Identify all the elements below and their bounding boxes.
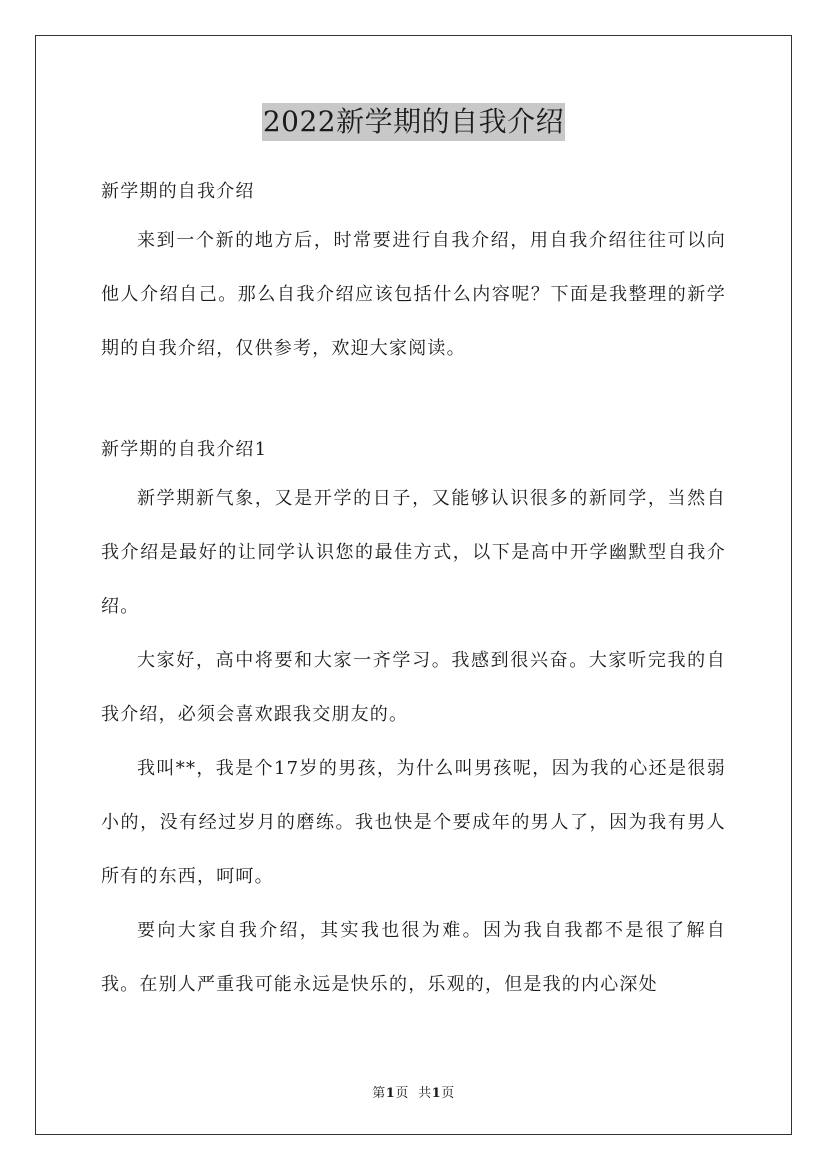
page-footer (0, 1082, 827, 1101)
intro-heading: 新学期的自我介绍 (101, 181, 255, 202)
footer-total-pages: 1 (431, 1086, 442, 1101)
footer-total-unit: 页 (441, 1086, 455, 1101)
footer-total-prefix: 共 (418, 1086, 432, 1101)
section1-paragraph-4: 要向大家自我介绍，其实我也很为难。因为我自我都不是很了解自我。在别人严重我可能永远是快乐的，乐观的，但是我的内心深处 (101, 920, 726, 995)
section1-paragraph-1: 新学期新气象，又是开学的日子，又能够认识很多的新同学，当然自我介绍是最好的让同学认识您的最佳方式，以下是高中开学幽默型自我介绍。 (101, 488, 726, 617)
section1-paragraph-2: 大家好，高中将要和大家一齐学习。我感到很兴奋。大家听完我的自我介绍，必须会喜欢跟我交朋友的。 (101, 650, 726, 725)
section1-paragraph-3: 我叫**，我是个17岁的男孩，为什么叫男孩呢，因为我的心还是很弱小的，没有经过岁月的磨练。我也快是个要成年的男人了，因为我有男人所有的东西，呵呵。 (101, 758, 726, 887)
section1-heading: 新学期的自我介绍1 (101, 439, 268, 460)
title-container (0, 103, 827, 141)
footer-prefix: 第 (372, 1086, 386, 1101)
footer-page-number: 1 (385, 1086, 396, 1101)
footer-page-unit: 页 (395, 1086, 409, 1101)
blank-line (101, 376, 726, 428)
intro-paragraph: 来到一个新的地方后，时常要进行自我介绍，用自我介绍往往可以向他人介绍自己。那么自我介绍应该包括什么内容呢？下面是我整理的新学期的自我介绍，仅供参考，欢迎大家阅读。 (101, 230, 726, 359)
document-title: 2022新学期的自我介绍 (262, 103, 565, 141)
document-body (101, 170, 726, 1012)
